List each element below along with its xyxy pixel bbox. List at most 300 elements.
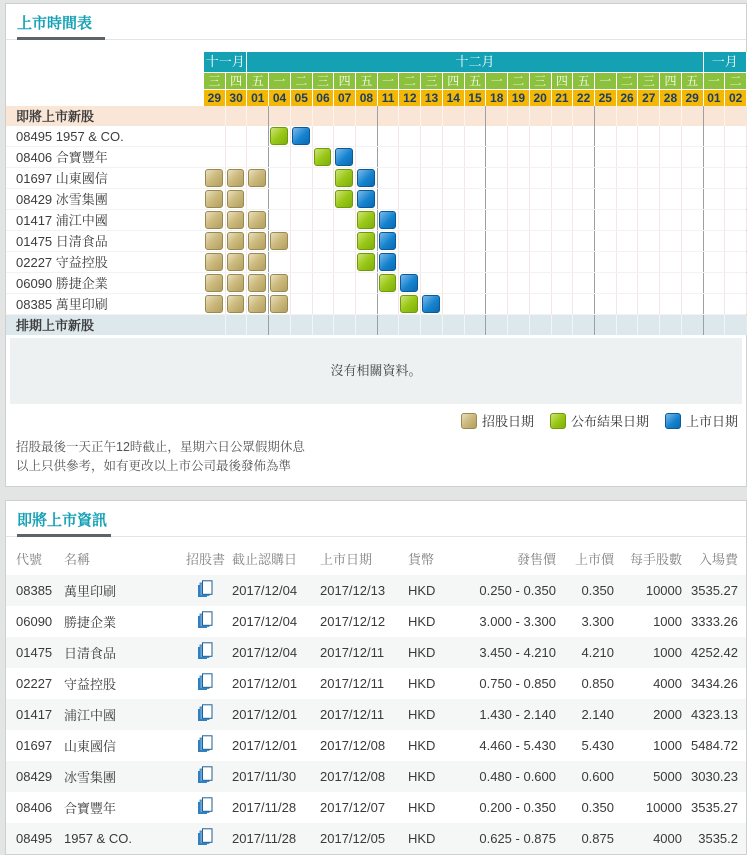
calendar-cell [226,106,248,126]
calendar-cell [356,147,378,167]
weekday-header-cell: 五 [573,72,595,89]
list-price-cell: 0.600 [560,761,618,792]
subscription-date-cell [248,295,266,313]
calendar-cell [660,210,682,230]
result-date-cell [314,148,332,166]
calendar-cell [443,315,465,335]
calendar-cell [247,189,269,209]
calendar-cell [465,294,487,314]
calendar-cell [226,294,248,314]
stock-row-cells [204,231,747,251]
calendar-cell [226,147,248,167]
calendar-months [204,52,747,72]
calendar-cell [638,231,660,251]
calendar-cell [486,231,508,251]
calendar-cell [725,106,747,126]
calendar-cell [682,273,704,293]
calendar-cell [204,231,226,251]
calendar-cell [356,106,378,126]
weekday-header-cell: 二 [291,72,313,89]
calendar-cell [204,273,226,293]
stock-code-cell: 01697 [16,738,53,753]
list-date-cell: 2017/12/11 [316,637,404,668]
deadline-cell: 2017/12/01 [228,699,316,730]
currency-cell: HKD [408,800,436,815]
weekday-header-cell: 三 [530,72,552,89]
calendar-cell [682,126,704,146]
weekday-header-cell: 一 [269,72,291,89]
calendar-cell [595,168,617,188]
table-row [6,730,746,761]
calendar-cell [486,210,508,230]
calendar-cell [378,168,400,188]
weekday-header-cell: 一 [378,72,400,89]
calendar-cell [595,147,617,167]
listing-date-cell [379,211,397,229]
calendar-cell [508,252,530,272]
calendar-cell [247,252,269,272]
offer-price-cell: 3.450 - 4.210 [450,637,560,668]
legend-label: 上市日期 [685,414,738,429]
calendar-cell [378,106,400,126]
result-date-cell [357,232,375,250]
calendar-legend [6,404,746,432]
calendar-cell [399,106,421,126]
deadline-cell: 2017/12/01 [232,676,298,691]
calendar-cell [660,315,682,335]
calendar-cell [660,168,682,188]
stock-label: 08406 合寶豐年 [16,150,108,165]
calendar-cell [204,106,226,126]
calendar-cell [725,168,747,188]
calendar-cell [269,252,291,272]
timetable-row [6,210,746,231]
calendar-cell [269,294,291,314]
calendar-cell [486,106,508,126]
date-header-cell: 01 [247,89,269,106]
timetable-row [6,294,746,315]
date-header-cell: 05 [291,89,313,106]
calendar-cell [638,252,660,272]
stock-label: 01475 日清食品 [16,234,108,249]
calendar-cell [595,210,617,230]
date-header-cell: 01 [704,89,726,106]
date-header-cell: 06 [313,89,335,106]
calendar-cell [356,273,378,293]
stock-code-cell: 08385 [6,575,60,606]
weekday-header-cell: 五 [682,72,704,89]
stock-code-cell: 01475 [6,637,60,668]
deadline-cell: 2017/12/04 [232,614,298,629]
documents-icon[interactable] [197,673,213,691]
calendar-cell [552,294,574,314]
date-header-cell: 30 [226,89,248,106]
documents-icon[interactable] [197,797,213,815]
list-price-cell: 0.875 [560,823,618,854]
calendar-cell [204,315,226,335]
calendar-cell [552,189,574,209]
calendar-cell [573,147,595,167]
table-row [6,606,746,637]
calendar-cell [660,189,682,209]
timetable-row [6,126,746,147]
calendar-cell [269,273,291,293]
weekday-header-cell: 二 [617,72,639,89]
calendar-cell [725,273,747,293]
documents-icon[interactable] [197,704,213,722]
calendar-cell [291,168,313,188]
calendar-cell [269,168,291,188]
calendar-cell [334,252,356,272]
calendar-cell [421,210,443,230]
calendar-cell [313,252,335,272]
calendar-cell [443,252,465,272]
list-price-cell: 0.850 [581,676,614,691]
table-row [6,699,746,730]
calendar-cell [399,273,421,293]
calendar-cell [465,273,487,293]
calendar-cell [421,168,443,188]
result-date-cell [335,169,353,187]
calendar-cell [443,106,465,126]
subscription-date-cell [227,190,245,208]
calendar-cell [334,273,356,293]
calendar-cell [682,106,704,126]
stock-label: 02227 守益控股 [16,255,108,270]
prospectus-cell [182,823,228,854]
calendar-cell [617,231,639,251]
calendar-cell [552,252,574,272]
timetable-title-bar [6,4,746,40]
stock-code-cell: 08429 [6,761,60,792]
date-header-cell: 25 [595,89,617,106]
prospectus-cell [182,606,228,637]
documents-icon[interactable] [197,828,213,846]
stock-name-cell: 合寶豐年 [64,801,117,816]
calendar-cell [378,147,400,167]
calendar-cell [443,189,465,209]
date-header-cell: 07 [334,89,356,106]
calendar-cell [508,168,530,188]
calendar-cell [204,210,226,230]
calendar-cell [725,147,747,167]
calendar-cell [552,168,574,188]
timetable-row [6,189,746,210]
table-row [6,761,746,792]
stock-row-cells [204,273,747,293]
table-row [6,823,746,854]
calendar-cell [399,231,421,251]
calendar-cell [573,106,595,126]
calendar-cell [530,315,552,335]
date-header-cell: 22 [573,89,595,106]
calendar-cell [486,315,508,335]
calendar-cell [660,252,682,272]
calendar-cell [226,252,248,272]
lot-size-cell: 1000 [618,637,686,668]
calendar-cell [247,168,269,188]
lot-size-cell: 10000 [618,575,686,606]
stock-row-cells [204,168,747,188]
offer-price-cell: 1.430 - 2.140 [450,699,560,730]
documents-icon[interactable] [197,580,213,598]
calendar-cell [486,126,508,146]
listing-date-cell [357,169,375,187]
calendar-cell [573,168,595,188]
calendar-spacer [6,52,204,72]
weekday-header-cell: 三 [204,72,226,89]
stock-row-cells [204,147,747,167]
calendar-cell [552,231,574,251]
calendar-cell [356,126,378,146]
calendar-cell [573,231,595,251]
calendar-cell [421,294,443,314]
listing-date-cell [422,295,440,313]
calendar-cell [573,273,595,293]
deadline-cell: 2017/12/04 [228,637,316,668]
col-header-code: 代號 [16,552,43,567]
lot-size-cell: 10000 [645,800,682,815]
section-cells [204,315,747,335]
table-row [6,575,746,606]
scheduled-section-header-label: 排期上市新股 [16,318,95,333]
lot-size-cell: 2000 [618,699,686,730]
weekday-header-cell: 一 [704,72,726,89]
calendar-cell [638,315,660,335]
list-price-cell: 2.140 [560,699,618,730]
calendar-weekdays [204,72,747,89]
date-header-cell: 29 [204,89,226,106]
entry-fee-cell: 3030.23 [686,761,746,792]
calendar-cell [530,126,552,146]
calendar-cell [443,210,465,230]
calendar-cell [682,315,704,335]
calendar-cell [443,231,465,251]
date-header-cell: 04 [269,89,291,106]
calendar-cell [617,294,639,314]
stock-name-cell: 守益控股 [64,677,117,692]
result-date-cell [357,253,375,271]
calendar-cell [247,126,269,146]
calendar-cell [552,210,574,230]
calendar-cell [313,126,335,146]
calendar-cell [226,315,248,335]
calendar-cell [378,315,400,335]
subscription-date-cell [227,169,245,187]
calendar-cell [486,273,508,293]
stock-name-cell: 日清食品 [60,637,182,668]
offer-price-cell: 0.250 - 0.350 [450,575,560,606]
no-data-message: 沒有相關資料。 [10,338,742,404]
currency-cell: HKD [404,637,450,668]
calendar-cell [247,106,269,126]
calendar-cell [443,147,465,167]
documents-icon[interactable] [197,735,213,753]
calendar-cell [421,147,443,167]
note-line: 招股最後一天正午12時截止，星期六日公眾假期休息 [16,440,305,454]
calendar-cell [334,210,356,230]
listing-calendar [6,52,746,404]
upcoming-section-header-label: 即將上市新股 [16,109,95,124]
col-header-prospectus: 招股書 [186,552,226,567]
calendar-cell [465,231,487,251]
calendar-cell [291,231,313,251]
calendar-cell [573,294,595,314]
prospectus-cell [182,792,228,823]
calendar-cell [421,189,443,209]
calendar-cell [334,231,356,251]
table-row [6,792,746,823]
calendar-cell [465,106,487,126]
list-date-cell: 2017/12/12 [320,614,386,629]
documents-icon[interactable] [197,642,213,660]
calendar-cell [660,294,682,314]
calendar-cell [378,189,400,209]
calendar-cell [226,168,248,188]
calendar-cell [704,315,726,335]
calendar-cell [334,315,356,335]
calendar-cell [247,210,269,230]
list-date-cell: 2017/12/08 [316,761,404,792]
subscription-date-cell [248,232,266,250]
calendar-dates [204,89,747,106]
stock-row-cells [204,189,747,209]
calendar-cell [638,294,660,314]
month-header-cell: 十二月 [247,52,703,72]
calendar-cell [421,106,443,126]
calendar-cell [378,252,400,272]
subscription-date-cell [227,253,245,271]
calendar-cell [595,106,617,126]
documents-icon[interactable] [197,766,213,784]
calendar-cell [378,126,400,146]
calendar-cell [204,294,226,314]
date-header-cell: 18 [486,89,508,106]
calendar-cell [399,147,421,167]
subscription-date-cell [270,274,288,292]
lot-size-cell: 5000 [618,761,686,792]
info-title-bar [6,501,746,537]
calendar-cell [595,231,617,251]
result-date-cell [270,127,288,145]
legend-label: 招股日期 [481,414,534,429]
calendar-cell [443,168,465,188]
calendar-cell [399,294,421,314]
calendar-cell [595,315,617,335]
table-header-row [6,541,746,575]
stock-row-cells [204,210,747,230]
calendar-cell [638,210,660,230]
stock-label: 08429 冰雪集團 [16,192,108,207]
calendar-cell [682,252,704,272]
subscription-date-cell [248,274,266,292]
calendar-cell [465,147,487,167]
calendar-cell [660,126,682,146]
calendar-date-row [6,89,746,106]
calendar-cell [530,294,552,314]
calendar-cell [313,315,335,335]
subscription-date-cell [205,190,223,208]
calendar-cell [226,189,248,209]
weekday-header-cell: 五 [247,72,269,89]
calendar-cell [291,106,313,126]
calendar-cell [421,315,443,335]
calendar-cell [247,273,269,293]
calendar-cell [399,315,421,335]
calendar-cell [334,189,356,209]
subscription-date-cell [227,232,245,250]
calendar-cell [291,126,313,146]
calendar-cell [465,168,487,188]
calendar-body [6,106,746,335]
date-header-cell: 20 [530,89,552,106]
calendar-cell [291,273,313,293]
calendar-cell [573,210,595,230]
calendar-cell [313,189,335,209]
calendar-cell [269,189,291,209]
calendar-cell [356,189,378,209]
calendar-cell [508,147,530,167]
calendar-cell [725,126,747,146]
calendar-cell [595,126,617,146]
calendar-cell [704,147,726,167]
stock-row-cells [204,252,747,272]
calendar-cell [421,126,443,146]
calendar-cell [486,294,508,314]
deadline-cell: 2017/11/30 [228,761,316,792]
currency-cell: HKD [408,738,436,753]
date-header-cell: 21 [552,89,574,106]
stock-row-cells [204,126,747,146]
offer-price-cell: 0.750 - 0.850 [479,676,556,691]
date-header-cell: 15 [465,89,487,106]
calendar-cell [486,168,508,188]
list-date-cell: 2017/12/08 [320,738,386,753]
calendar-cell [291,210,313,230]
calendar-cell [682,189,704,209]
calendar-cell [356,168,378,188]
calendar-cell [204,147,226,167]
calendar-cell [508,189,530,209]
calendar-cell [291,315,313,335]
date-header-cell: 02 [725,89,747,106]
calendar-cell [378,294,400,314]
calendar-cell [269,210,291,230]
calendar-cell [334,168,356,188]
subscription-date-cell [227,211,245,229]
weekday-header-cell: 三 [421,72,443,89]
subscription-date-cell [205,232,223,250]
calendar-cell [638,126,660,146]
col-header-deadline: 截止認購日 [232,552,298,567]
listing-date-cell [379,232,397,250]
legend-item-res [550,411,649,430]
entry-fee-cell: 3434.26 [691,676,738,691]
list-price-cell: 5.430 [581,738,614,753]
stock-name-cell: 浦江中國 [60,699,182,730]
calendar-cell [552,106,574,126]
offer-price-cell: 3.000 - 3.300 [479,614,556,629]
scheduled-section-header [6,315,746,335]
calendar-cell [595,252,617,272]
calendar-cell [617,252,639,272]
list-price-cell: 4.210 [560,637,618,668]
calendar-cell [552,315,574,335]
entry-fee-cell: 3333.26 [691,614,738,629]
calendar-cell [530,106,552,126]
documents-icon[interactable] [197,611,213,629]
stock-name-cell: 1957 & CO. [60,823,182,854]
